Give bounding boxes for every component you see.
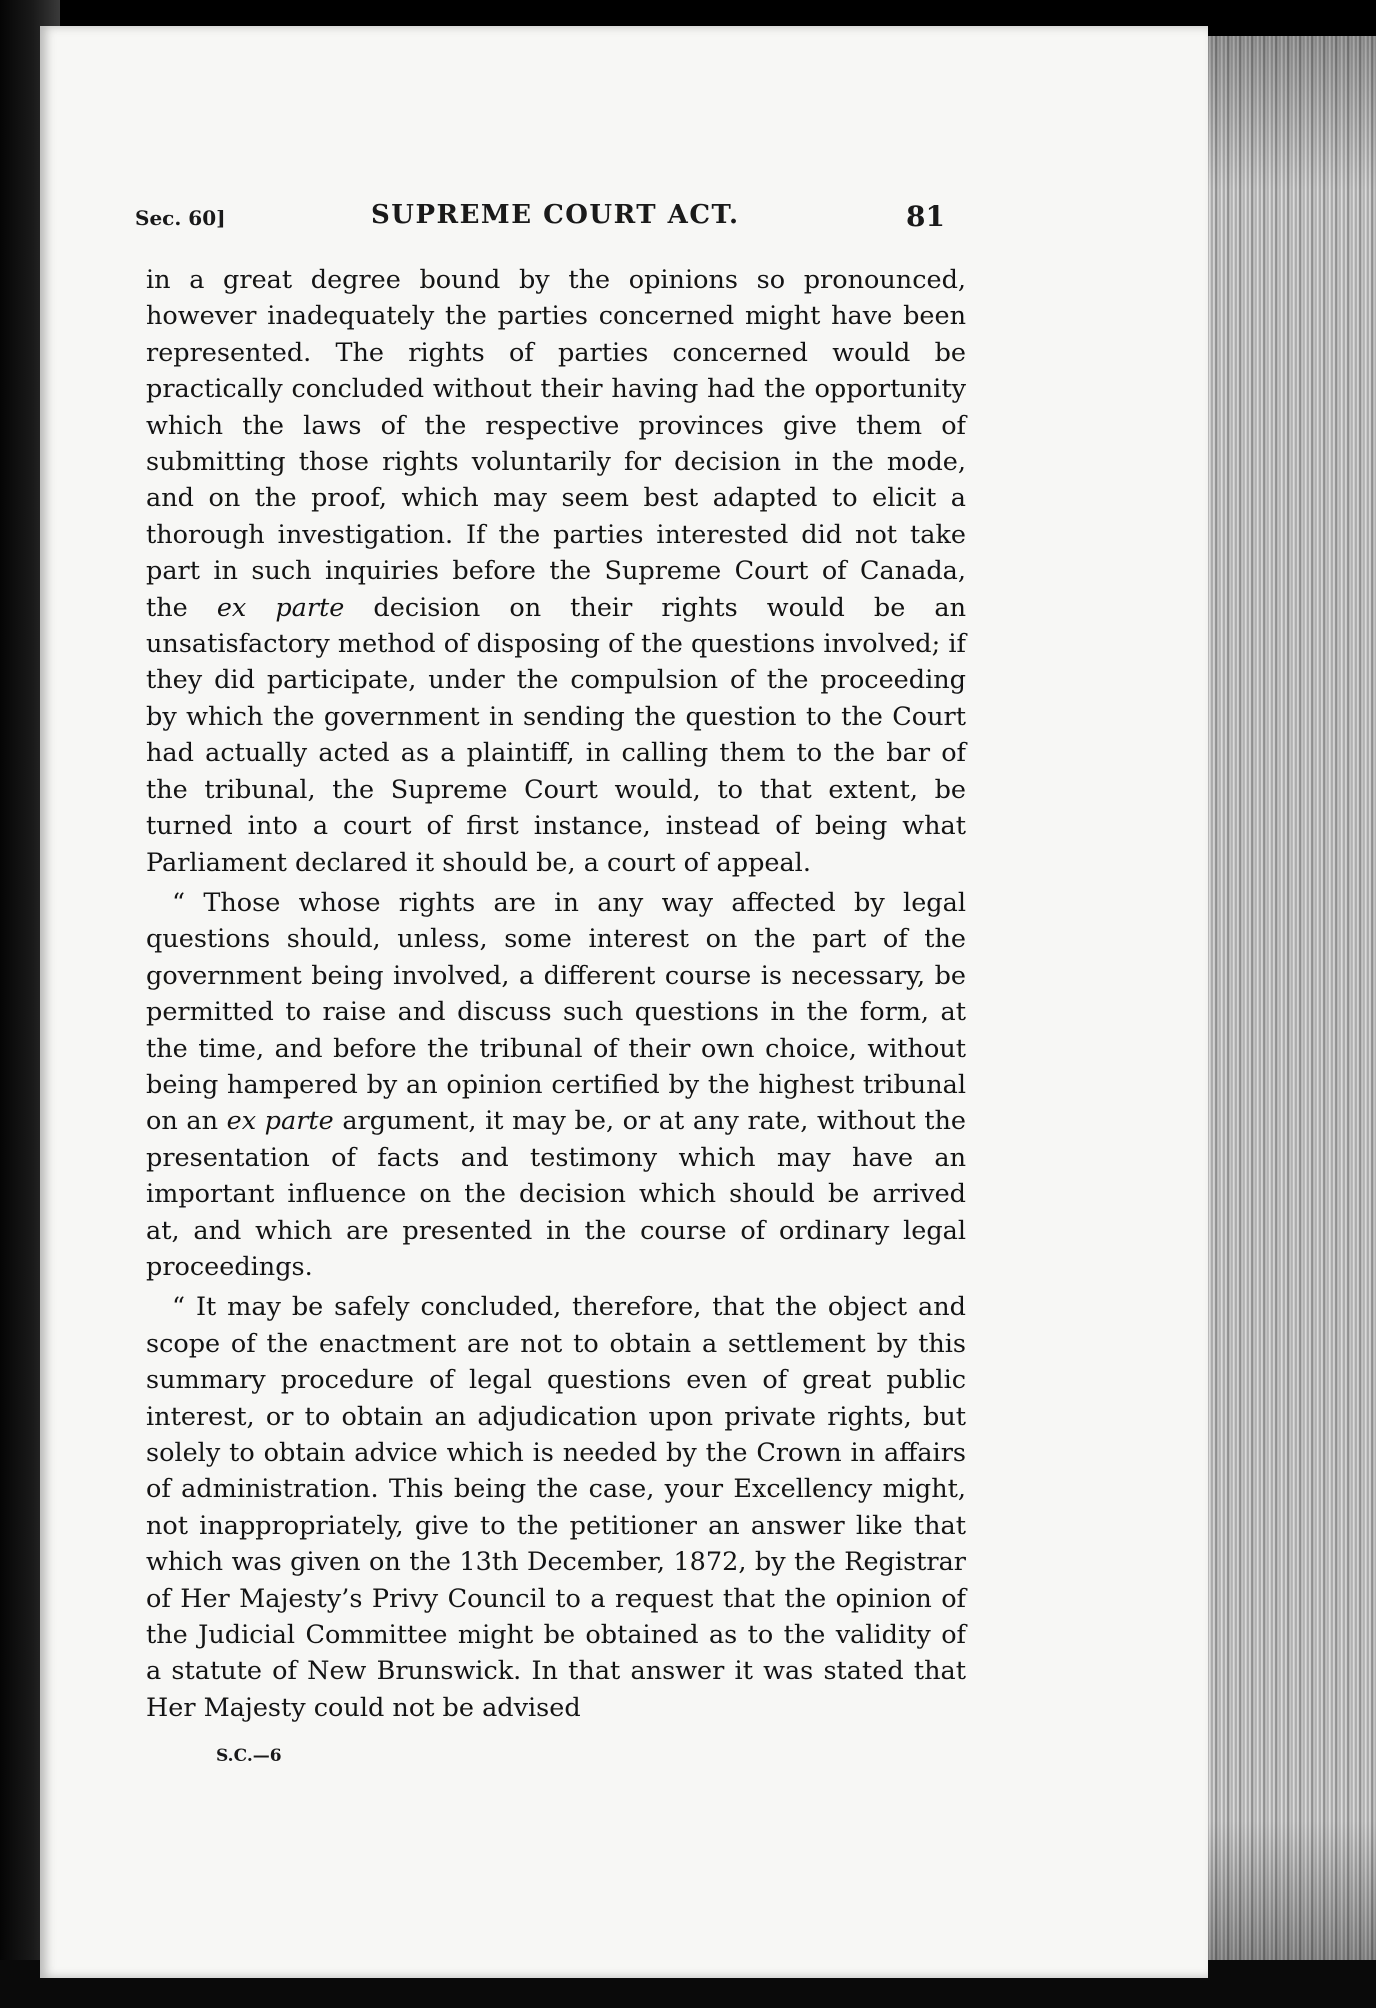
italic-phrase: ex parte bbox=[216, 592, 345, 623]
running-title: SUPREME COURT ACT. bbox=[371, 200, 740, 230]
paragraph-text: “ Those whose rights are in any way affected by legal questions should, unless, some interest on the part of the government being involved, a different course is necessary, be permitted to raise and discuss such questions in the form, at the time, and before the tribunal of their own choice, without being hampered by an opinion certified by the highest tribunal on an bbox=[146, 887, 966, 1137]
paragraph-text: “ It may be safely concluded, therefore, that the object and scope of the enactment are not to obtain a settlement by this summary procedure of legal questions even of great public interest, or to obtain an adjudication upon private rights, but solely to obtain advice which is needed by the Crown in affairs of administration. This being the case, your Excellency might, not inappropriately, give to the petitioner an answer like that which was given on the 13th December, 1872, by the Registrar of Her Majesty’s Privy Council to a request that the opinion of the Judicial Committee might be obtained as to the validity of a statute of New Brunswick. In that answer it was stated that Her Majesty could not be advised bbox=[146, 1292, 966, 1723]
running-header bbox=[135, 200, 945, 236]
italic-phrase: ex parte bbox=[226, 1106, 334, 1137]
paragraph bbox=[146, 1289, 966, 1726]
paragraph-text: argument, it may be, or at any rate, without the presentation of facts and testimony which may have an important influence on the decision which should be arrived at, and which are presented in the course of ordinary legal proceedings. bbox=[146, 1106, 966, 1282]
paragraph-text: decision on their rights would be an unsatisfactory method of disposing of the questions involved; if they did participate, under the compulsion of the proceeding by which the government in sending the question to the Court had actually acted as a plaintiff, in calling them to the bar of the tribunal, the Supreme Court would, to that extent, be turned into a court of first instance, instead of being what Parliament declared it should be, a court of appeal. bbox=[146, 592, 966, 878]
page-stack-edges bbox=[1186, 36, 1376, 1976]
section-reference: Sec. 60] bbox=[135, 206, 226, 230]
paragraph bbox=[146, 885, 966, 1285]
paragraph bbox=[146, 262, 966, 881]
body-text bbox=[146, 262, 966, 1726]
printer-signature-mark: S.C.—6 bbox=[216, 1746, 282, 1766]
page-number: 81 bbox=[906, 200, 945, 233]
paragraph-text: in a great degree bound by the opinions so pronounced, however inadequately the parties concerned might have been represented. The rights of parties concerned would be practically concluded without their having had the opportunity which the laws of the respective provinces give them of submitting those rights voluntarily for decision in the mode, and on the proof, which may seem best adapted to elicit a thorough investigation. If the parties interested did not take part in such inquiries before the Supreme Court of Canada, the bbox=[146, 265, 966, 623]
